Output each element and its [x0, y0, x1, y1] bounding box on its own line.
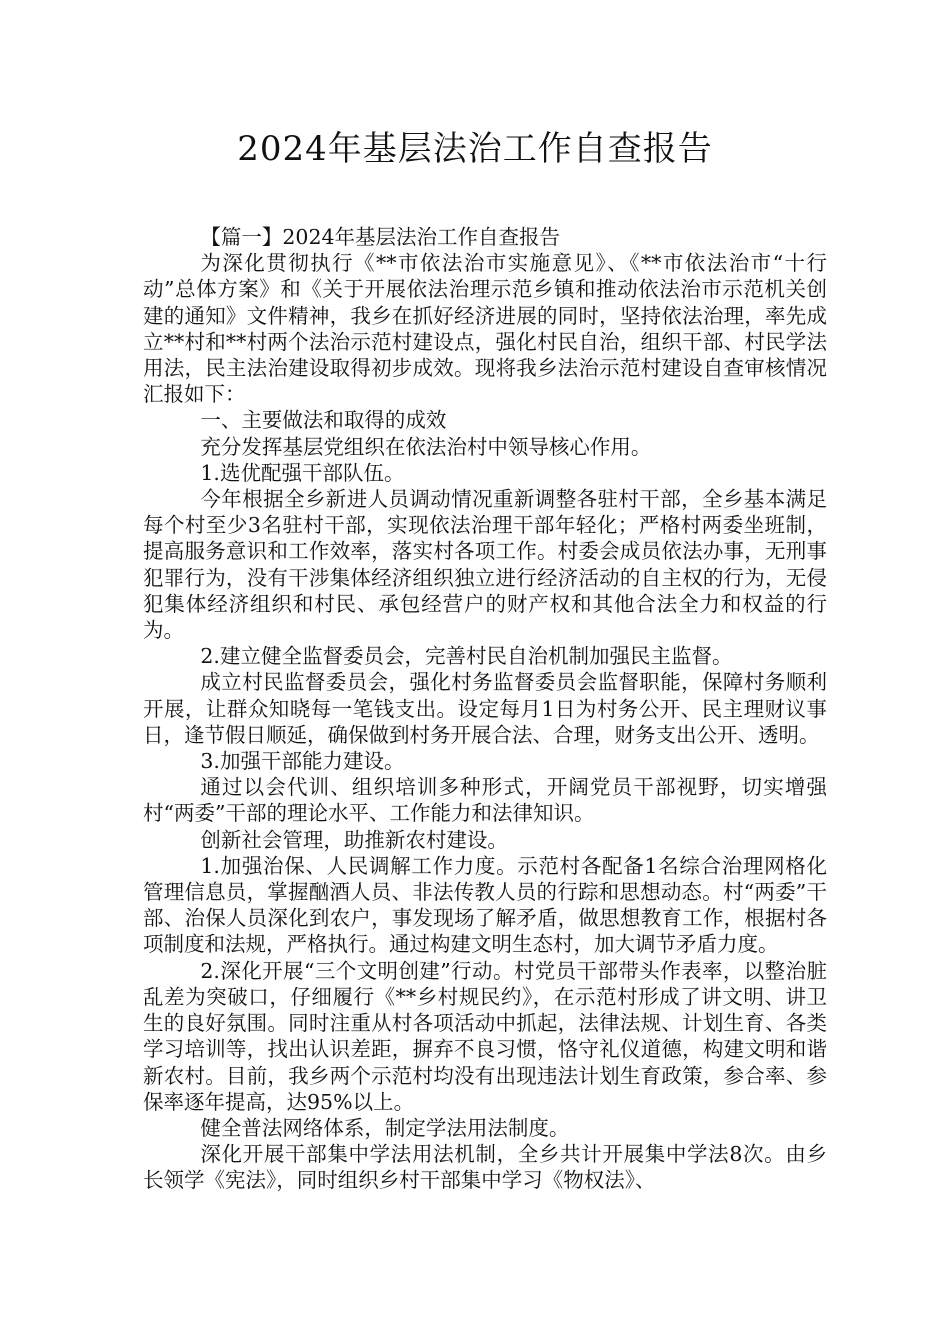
subheading-party-leadership: 充分发挥基层党组织在依法治村中领导核心作用。	[200, 434, 652, 459]
subheading-social-management: 创新社会管理，助推新农村建设。	[200, 827, 508, 852]
subheading-legal-education: 健全普法网络体系，制定学法用法制度。	[200, 1115, 570, 1140]
paragraph-law-study: 深化开展干部集中学法用法机制，全乡共计开展集中学法8次。由乡长领学《宪法》，同时组织乡村干部集中学习《物权法》、	[143, 1142, 827, 1193]
item-heading-supervision-committee: 2.建立健全监督委员会，完善村民自治机制加强民主监督。	[200, 644, 733, 669]
item-heading-cadre-capacity: 3.加强干部能力建设。	[200, 749, 405, 774]
paragraph-intro: 为深化贯彻执行《**市依法治市实施意见》、《**市依法治市“十行动”总体方案》和《关于开展依法治理示范乡镇和推动依法治市示范机关创建的通知》文件精神，我乡在抓好经济进展的同时，坚持依法治理，率先成立**村和**村两个法治示范村建设点，强化村民自治，组织干部、村民学法用法，民主法治建设取得初步成效。现将我乡法治示范村建设自查审核情况汇报如下：	[143, 251, 827, 407]
document-title: 2024年基层法治工作自查报告	[237, 129, 713, 169]
section-heading-part-one: 【篇一】2024年基层法治工作自查报告	[200, 225, 561, 249]
item-heading-cadre-team: 1.选优配强干部队伍。	[200, 460, 405, 485]
document-body	[143, 224, 827, 1194]
paragraph-supervision-committee: 成立村民监督委员会，强化村务监督委员会监督职能，保障村务顺利开展，让群众知晓每一笔钱支出。设定每月1日为村务公开、民主理财议事日，逢节假日顺延，确保做到村务开展合法、合理，财务支出公开、透明。	[143, 670, 827, 747]
paragraph-mediation: 1.加强治保、人民调解工作力度。示范村各配备1名综合治理网格化管理信息员，掌握酗酒人员、非法传教人员的行踪和思想动态。村“两委”干部、治保人员深化到农户，事发现场了解矛盾，做思想教育工作，根据村各项制度和法规，严格执行。通过构建文明生态村，加大调节矛盾力度。	[143, 853, 827, 957]
section-heading-main-practices: 一、主要做法和取得的成效	[200, 408, 447, 433]
paragraph-cadre-team: 今年根据全乡新进人员调动情况重新调整各驻村干部，全乡基本满足每个村至少3名驻村干部，实现依法治理干部年轻化；严格村两委坐班制，提高服务意识和工作效率，落实村各项工作。村委会成员依法办事，无刑事犯罪行为，没有干涉集体经济组织独立进行经济活动的自主权的行为，无侵犯集体经济组织和村民、承包经营户的财产权和其他合法全力和权益的行为。	[143, 487, 827, 643]
paragraph-civilization-campaign: 2.深化开展“三个文明创建”行动。村党员干部带头作表率，以整治脏乱差为突破口，仔细履行《**乡村规民约》，在示范村形成了讲文明、讲卫生的良好氛围。同时注重从村各项活动中抓起，法律法规、计划生育、各类学习培训等，找出认识差距，摒弃不良习惯，恪守礼仪道德，构建文明和谐新农村。目前，我乡两个示范村均没有出现违法计划生育政策，参合率、参保率逐年提高，达95%以上。	[143, 958, 827, 1114]
paragraph-cadre-capacity: 通过以会代训、组织培训多种形式，开阔党员干部视野，切实增强村“两委”干部的理论水平、工作能力和法律知识。	[143, 775, 827, 826]
